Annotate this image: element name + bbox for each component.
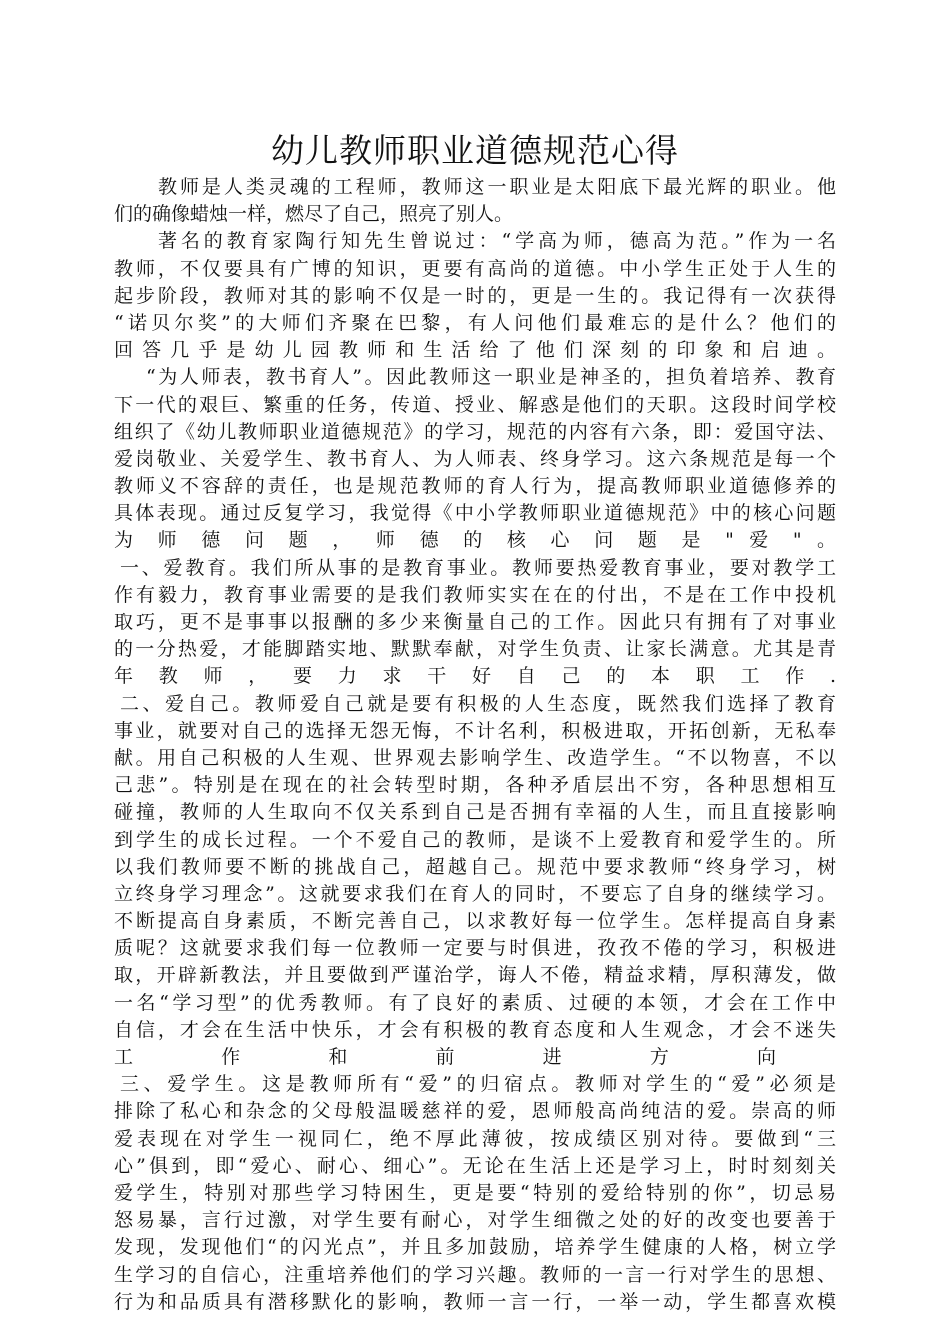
text-line: 立终身学习理念”。这就要求我们在育人的同时，不要忘了自身的继续学习。 bbox=[114, 882, 836, 905]
text-line: 教师义不容辞的责任，也是规范教师的育人行为，提高教师职业道德修养的 bbox=[114, 475, 836, 498]
text-line: 起步阶段，教师对其的影响不仅是一时的，更是一生的。我记得有一次获得 bbox=[114, 284, 836, 307]
text-line: 献。用自己积极的人生观、世界观去影响学生、改造学生。“不以物喜，不以 bbox=[114, 746, 836, 769]
document-body bbox=[114, 174, 836, 1316]
text-line: 自信，才会在生活中快乐，才会有积极的教育态度和人生观念，才会不迷失 bbox=[114, 1018, 836, 1041]
text-line: 碰撞，教师的人生取向不仅关系到自己是否拥有幸福的人生，而且直接影响 bbox=[114, 801, 836, 824]
text-line: 一、爱教育。我们所从事的是教育事业。教师要热爱教育事业，要对教学工 bbox=[120, 556, 836, 579]
text-line: 怒易暴，言行过激，对学生要有耐心，对学生细微之处的好的改变也要善于 bbox=[114, 1209, 836, 1232]
text-line: 取，开辟新教法，并且要做到严谨治学，诲人不倦，精益求精，厚积薄发，做 bbox=[114, 964, 836, 987]
text-line: 三、爱学生。这是教师所有“爱”的归宿点。教师对学生的“爱”必须是 bbox=[120, 1073, 836, 1096]
text-line: 取巧，更不是事事以报酬的多少来衡量自己的工作。因此只有拥有了对事业 bbox=[114, 611, 836, 633]
text-line: 生学习的自信心，注重培养他们的学习兴趣。教师的一言一行对学生的思想、 bbox=[114, 1263, 836, 1286]
text-line: 下一代的艰巨、繁重的任务，传道、授业、解惑是他们的天职。这段时间学校 bbox=[114, 393, 836, 416]
text-line: 的一分热爱，才能脚踏实地、默默奉献，对学生负责、让家长满意。尤其是青 bbox=[114, 638, 836, 661]
text-line: 作有毅力，教育事业需要的是我们教师实实在在的付出，不是在工作中投机 bbox=[114, 583, 836, 606]
document-title: 幼儿教师职业道德规范心得 bbox=[271, 131, 679, 170]
text-line: 心”俱到，即“爱心、耐心、细心”。无论在生活上还是学习上，时时刻刻关 bbox=[114, 1154, 836, 1177]
text-line: 二、爱自己。教师爱自己就是要有积极的人生态度，既然我们选择了教育 bbox=[120, 692, 836, 715]
text-line: 教师，不仅要具有广博的知识，更要有高尚的道德。中小学生正处于人生的 bbox=[114, 257, 836, 280]
text-line: 爱表现在对学生一视同仁，绝不厚此薄彼，按成绩区别对待。要做到“三 bbox=[114, 1127, 836, 1150]
text-line: 以我们教师要不断的挑战自己，超越自己。规范中要求教师“终身学习，树 bbox=[114, 855, 836, 878]
text-line: 们的确像蜡烛一样，燃尽了自己，照亮了别人。 bbox=[114, 203, 514, 226]
text-line: 组织了《幼儿教师职业道德规范》的学习，规范的内容有六条，即：爱国守法、 bbox=[114, 420, 836, 443]
text-line: 为 师 德 问 题 ， 师 德 的 核 心 问 题 是 " 爱 " 。 bbox=[114, 529, 836, 552]
text-line: 己悲”。特别是在现在的社会转型时期，各种矛盾层出不穷，各种思想相互 bbox=[114, 774, 836, 797]
text-line: 排除了私心和杂念的父母般温暖慈祥的爱，恩师般高尚纯洁的爱。崇高的师 bbox=[114, 1100, 836, 1123]
text-line: “诺贝尔奖”的大师们齐聚在巴黎，有人问他们最难忘的是什么？他们的 bbox=[114, 311, 836, 334]
text-line: 行为和品质具有潜移默化的影响，教师一言一行，一举一动，学生都喜欢模 bbox=[114, 1290, 836, 1313]
text-line: 事业，就要对自己的选择无怨无悔，不计名利，积极进取，开拓创新，无私奉 bbox=[114, 719, 836, 742]
text-line: 教师是人类灵魂的工程师，教师这一职业是太阳底下最光辉的职业。他 bbox=[158, 176, 836, 198]
text-line: 著名的教育家陶行知先生曾说过：“学高为师，德高为范。”作为一名 bbox=[158, 230, 836, 253]
text-line: 质呢？这就要求我们每一位教师一定要与时俱进，孜孜不倦的学习，积极进 bbox=[114, 937, 836, 960]
text-line: 工 作 和 前 进 方 向 bbox=[114, 1046, 776, 1068]
text-line: “为人师表，教书育人”。因此教师这一职业是神圣的，担负着培养、教育 bbox=[146, 366, 836, 389]
text-line: 爱岗敬业、关爱学生、教书育人、为人师表、终身学习。这六条规范是每一个 bbox=[114, 447, 836, 470]
text-line: 回答几乎是幼儿园教师和生活给了他们深刻的印象和启迪。 bbox=[114, 339, 836, 362]
text-line: 年 教 师 ， 要 力 求 干 好 自 己 的 本 职 工 作 . bbox=[114, 665, 836, 688]
text-line: 不断提高自身素质，不断完善自己，以求教好每一位学生。怎样提高自身素 bbox=[114, 910, 836, 933]
text-line: 一名“学习型”的优秀教师。有了良好的素质、过硬的本领，才会在工作中 bbox=[114, 991, 836, 1014]
text-line: 爱学生，特别对那些学习特困生，更是要“特别的爱给特别的你”，切忌易 bbox=[114, 1181, 836, 1204]
text-line: 发现，发现他们“的闪光点”，并且多加鼓励，培养学生健康的人格，树立学 bbox=[114, 1236, 836, 1259]
text-line: 具体表现。通过反复学习，我觉得《中小学教师职业道德规范》中的核心问题 bbox=[114, 502, 836, 525]
text-line: 到学生的成长过程。一个不爱自己的教师，是谈不上爱教育和爱学生的。所 bbox=[114, 828, 836, 851]
